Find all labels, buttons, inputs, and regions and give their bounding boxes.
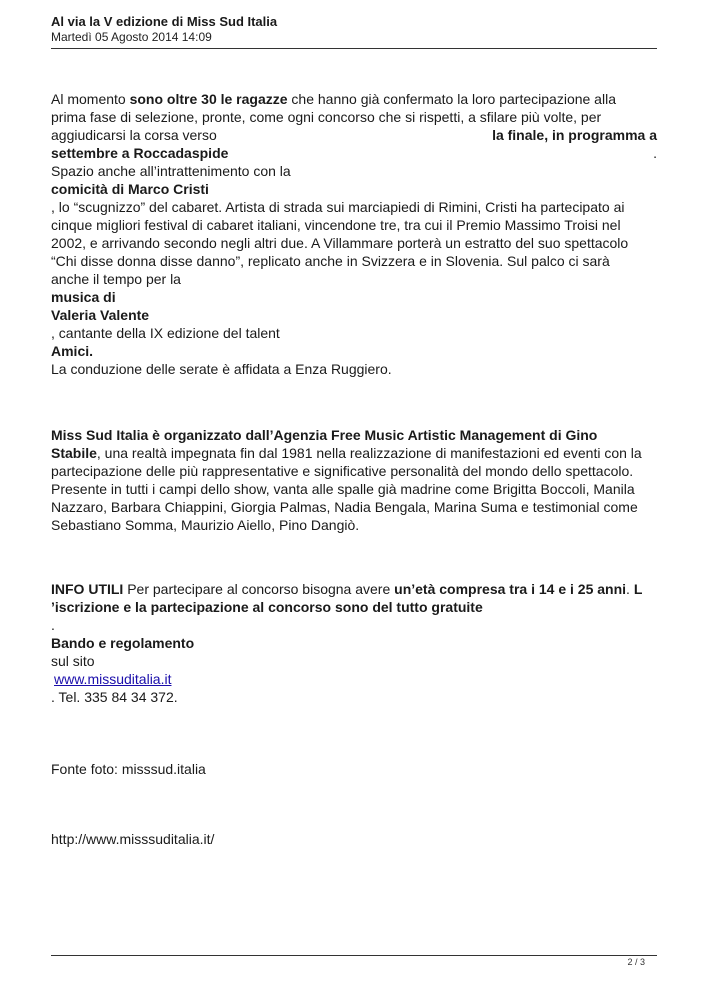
text-run: che hanno già confermato la loro partecipazione alla [287, 91, 616, 107]
text-line [51, 288, 657, 306]
text-line [51, 670, 657, 688]
text-line [51, 180, 657, 198]
text-line [51, 342, 657, 360]
text-line: 2002, e arrivando secondo negli altri due. A Villammare porterà un estratto del suo spettacolo [51, 235, 629, 251]
text-line: , lo “scugnizzo” del cabaret. Artista di strada sui marciapiedi di Rimini, Cristi ha partecipato ai [51, 199, 625, 215]
text-line: partecipazione delle più rappresentative e significative personalità del mondo dello spettacolo. [51, 463, 634, 479]
text-line: La conduzione delle serate è affidata a Enza Ruggiero. [51, 361, 392, 377]
source-url: http://www.misssuditalia.it/ [51, 831, 215, 847]
article-title: Al via la V edizione di Miss Sud Italia [51, 14, 278, 29]
text-line [51, 306, 657, 324]
footer-divider [51, 955, 657, 956]
paragraph-spacer [51, 378, 657, 426]
text-line: sul sito [51, 653, 95, 669]
text-line [51, 634, 657, 652]
text-run: aggiudicarsi la corsa verso [51, 127, 217, 143]
text-line [51, 598, 657, 616]
text-line: “Chi disse donna disse danno”, replicato anche in Svizzera e in Slovenia. Sul palco ci sarà [51, 253, 610, 269]
bold-run: Stabile [51, 445, 97, 461]
header-divider [51, 48, 657, 49]
paragraph-entertainment [51, 162, 657, 378]
photo-credit: Fonte foto: misssud.italia [51, 761, 206, 777]
text-run: , una realtà impegnata fin dal 1981 nella realizzazione di manifestazioni ed eventi con la [96, 445, 642, 461]
text-run: Al momento [51, 91, 130, 107]
article-body [51, 90, 657, 848]
article-date: Martedì 05 Agosto 2014 14:09 [51, 30, 212, 44]
text-line: . Tel. 335 84 34 372. [51, 689, 178, 705]
text-run: Per partecipare al concorso bisogna avere [123, 581, 395, 597]
bold-run: ’iscrizione e la partecipazione al concorso sono del tutto gratuite [51, 599, 483, 615]
text-line: Presente in tutti i campi dello show, vanta alle spalle già madrine come Brigitta Boccoli, Manila [51, 481, 635, 497]
paragraph-organizer [51, 426, 657, 534]
bold-run: INFO UTILI [51, 581, 124, 597]
text-line: Spazio anche all’intrattenimento con la [51, 163, 291, 179]
text-line: , cantante della IX edizione del talent [51, 325, 280, 341]
text-line [51, 126, 657, 144]
bold-run: sono oltre 30 le ragazze [129, 91, 288, 107]
text-line: . [51, 617, 55, 633]
text-line [51, 444, 657, 462]
text-line: cinque migliori festival di cabaret italiani, vincendone tre, tra cui il Premio Massimo Troisi nel [51, 217, 621, 233]
website-link[interactable]: www.missuditalia.it [54, 671, 172, 687]
page-number: 2 / 3 [627, 957, 645, 967]
paragraph-info [51, 580, 657, 706]
text-line: Sebastiano Somma, Maurizio Aiello, Pino Dangiò. [51, 517, 360, 533]
text-line [51, 144, 657, 162]
text-line: Nazzaro, Barbara Chiappini, Giorgia Palmas, Nadia Bengala, Marina Suma e testimonial come [51, 499, 638, 515]
bold-run: comicità di Marco Cristi [51, 181, 209, 197]
text-line: anche il tempo per la [51, 271, 181, 287]
document-header [51, 14, 657, 45]
text-run: . [626, 581, 634, 597]
bold-run: la finale, in programma a [492, 127, 657, 143]
text-line [51, 426, 657, 444]
text-run: . [653, 145, 657, 161]
bold-run: Valeria Valente [51, 307, 150, 323]
paragraph-spacer [51, 778, 657, 830]
bold-run: settembre a Roccadaspide [51, 145, 229, 161]
bold-run: L [633, 581, 643, 597]
paragraph-spacer [51, 706, 657, 760]
bold-run: Miss Sud Italia è organizzato dall’Agenzia Free Music Artistic Management di Gino [51, 427, 598, 443]
text-line [51, 580, 657, 598]
bold-run: un’età compresa tra i 14 e i 25 anni [394, 581, 627, 597]
text-line: prima fase di selezione, pronte, come ogni concorso che si rispetti, a sfilare più volte, per [51, 109, 602, 125]
bold-run: Bando e regolamento [51, 635, 195, 651]
text-line [51, 90, 657, 108]
bold-run: Amici. [51, 343, 94, 359]
paragraph-contestants [51, 90, 657, 162]
paragraph-spacer [51, 534, 657, 580]
bold-run: musica di [51, 289, 116, 305]
